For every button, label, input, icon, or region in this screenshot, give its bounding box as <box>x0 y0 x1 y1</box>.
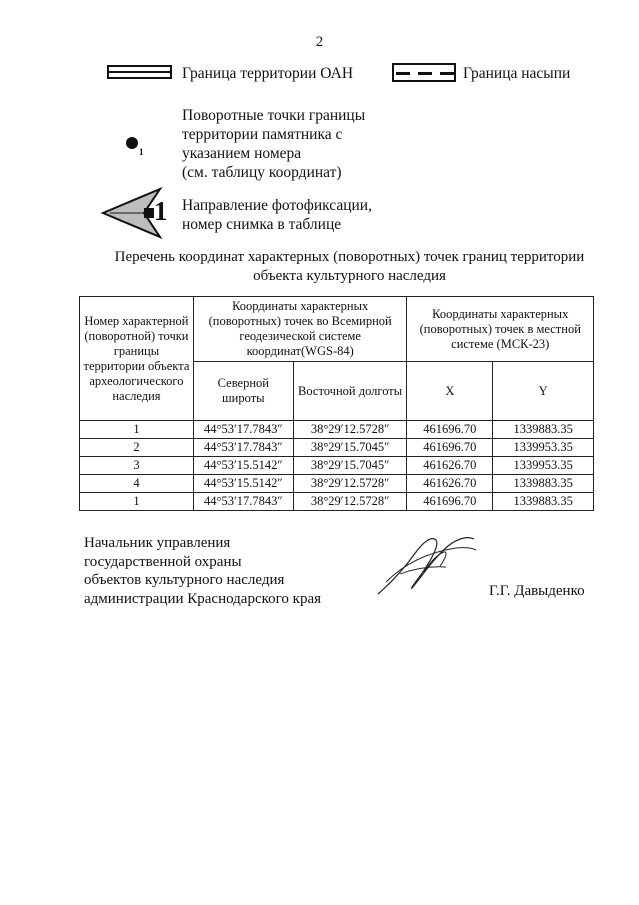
handwritten-signature <box>372 532 480 600</box>
legend-boundary-oan: Граница территории ОАН <box>182 65 354 82</box>
legend-turning-points-line: указанием номера <box>182 145 302 162</box>
cell-x: 461696.70 <box>407 493 493 511</box>
legend-turning-points-line: территории памятника с <box>182 126 343 143</box>
legend-boundary-embankment: Граница насыпи <box>463 65 571 82</box>
cell-y: 1339883.35 <box>493 421 594 439</box>
dashed-boundary-symbol <box>392 63 456 82</box>
cell-y: 1339953.35 <box>493 457 594 475</box>
cell-y: 1339953.35 <box>493 439 594 457</box>
table-row <box>80 439 594 457</box>
legend-photo-direction-line: номер снимка в таблице <box>182 216 342 233</box>
table-row <box>80 421 594 439</box>
header-point-number: Номер характерной (поворотной) точки границы территории объекта археологического наследия <box>80 297 194 421</box>
cell-longitude: 38°29′12.5728″ <box>293 421 407 439</box>
solid-boundary-symbol <box>107 65 172 79</box>
cell-latitude: 44°53′15.5142″ <box>193 475 293 493</box>
legend-photo-direction <box>182 196 372 234</box>
cell-x: 461626.70 <box>407 475 493 493</box>
signatory-position-line: государственной охраны <box>84 553 242 570</box>
table-title-line: объекта культурного наследия <box>253 268 446 284</box>
header-x: X <box>407 362 493 421</box>
turning-point-number: 1 <box>139 147 144 157</box>
cell-longitude: 38°29′15.7045″ <box>293 457 407 475</box>
table-row <box>80 493 594 511</box>
table-title-line: Перечень координат характерных (поворотных) точек границ территории <box>114 249 585 265</box>
cell-longitude: 38°29′15.7045″ <box>293 439 407 457</box>
photo-direction-arrow-icon <box>100 187 184 239</box>
cell-point: 4 <box>80 475 194 493</box>
legend-turning-points-line: (см. таблицу координат) <box>182 164 342 181</box>
signatory-name: Г.Г. Давыденко <box>489 583 585 599</box>
cell-y: 1339883.35 <box>493 475 594 493</box>
cell-longitude: 38°29′12.5728″ <box>293 475 407 493</box>
header-y: Y <box>493 362 594 421</box>
header-latitude: Северной широты <box>193 362 293 421</box>
signatory-position-line: Начальник управления <box>84 535 231 551</box>
table-row <box>80 475 594 493</box>
photo-number: 1 <box>154 196 168 226</box>
cell-point: 1 <box>80 493 194 511</box>
cell-latitude: 44°53′17.7843″ <box>193 493 293 511</box>
header-msk23: Координаты характерных (поворотных) точек в местной системе (МСК-23) <box>407 297 594 362</box>
cell-latitude: 44°53′15.5142″ <box>193 457 293 475</box>
cell-x: 461626.70 <box>407 457 493 475</box>
signatory-position-line: объектов культурного наследия <box>84 572 285 588</box>
signatory-position <box>84 534 321 608</box>
table-title <box>60 248 639 286</box>
legend-turning-points-line: Поворотные точки границы <box>182 107 366 124</box>
coordinates-table <box>79 296 594 511</box>
header-longitude: Восточной долготы <box>293 362 407 421</box>
cell-point: 3 <box>80 457 194 475</box>
table-row <box>80 457 594 475</box>
cell-x: 461696.70 <box>407 421 493 439</box>
cell-point: 1 <box>80 421 194 439</box>
page-number: 2 <box>315 34 324 50</box>
signatory-position-line: администрации Краснодарского края <box>84 590 322 607</box>
legend-photo-direction-line: Направление фотофиксации, <box>182 197 372 214</box>
cell-latitude: 44°53′17.7843″ <box>193 439 293 457</box>
legend-turning-points <box>182 106 365 182</box>
cell-point: 2 <box>80 439 194 457</box>
cell-y: 1339883.35 <box>493 493 594 511</box>
header-wgs84: Координаты характерных (поворотных) точек во Всемирной геодезической системе координат(WGS-84) <box>193 297 407 362</box>
cell-longitude: 38°29′12.5728″ <box>293 493 407 511</box>
turning-point-dot-icon <box>126 137 138 149</box>
cell-latitude: 44°53′17.7843″ <box>193 421 293 439</box>
cell-x: 461696.70 <box>407 439 493 457</box>
